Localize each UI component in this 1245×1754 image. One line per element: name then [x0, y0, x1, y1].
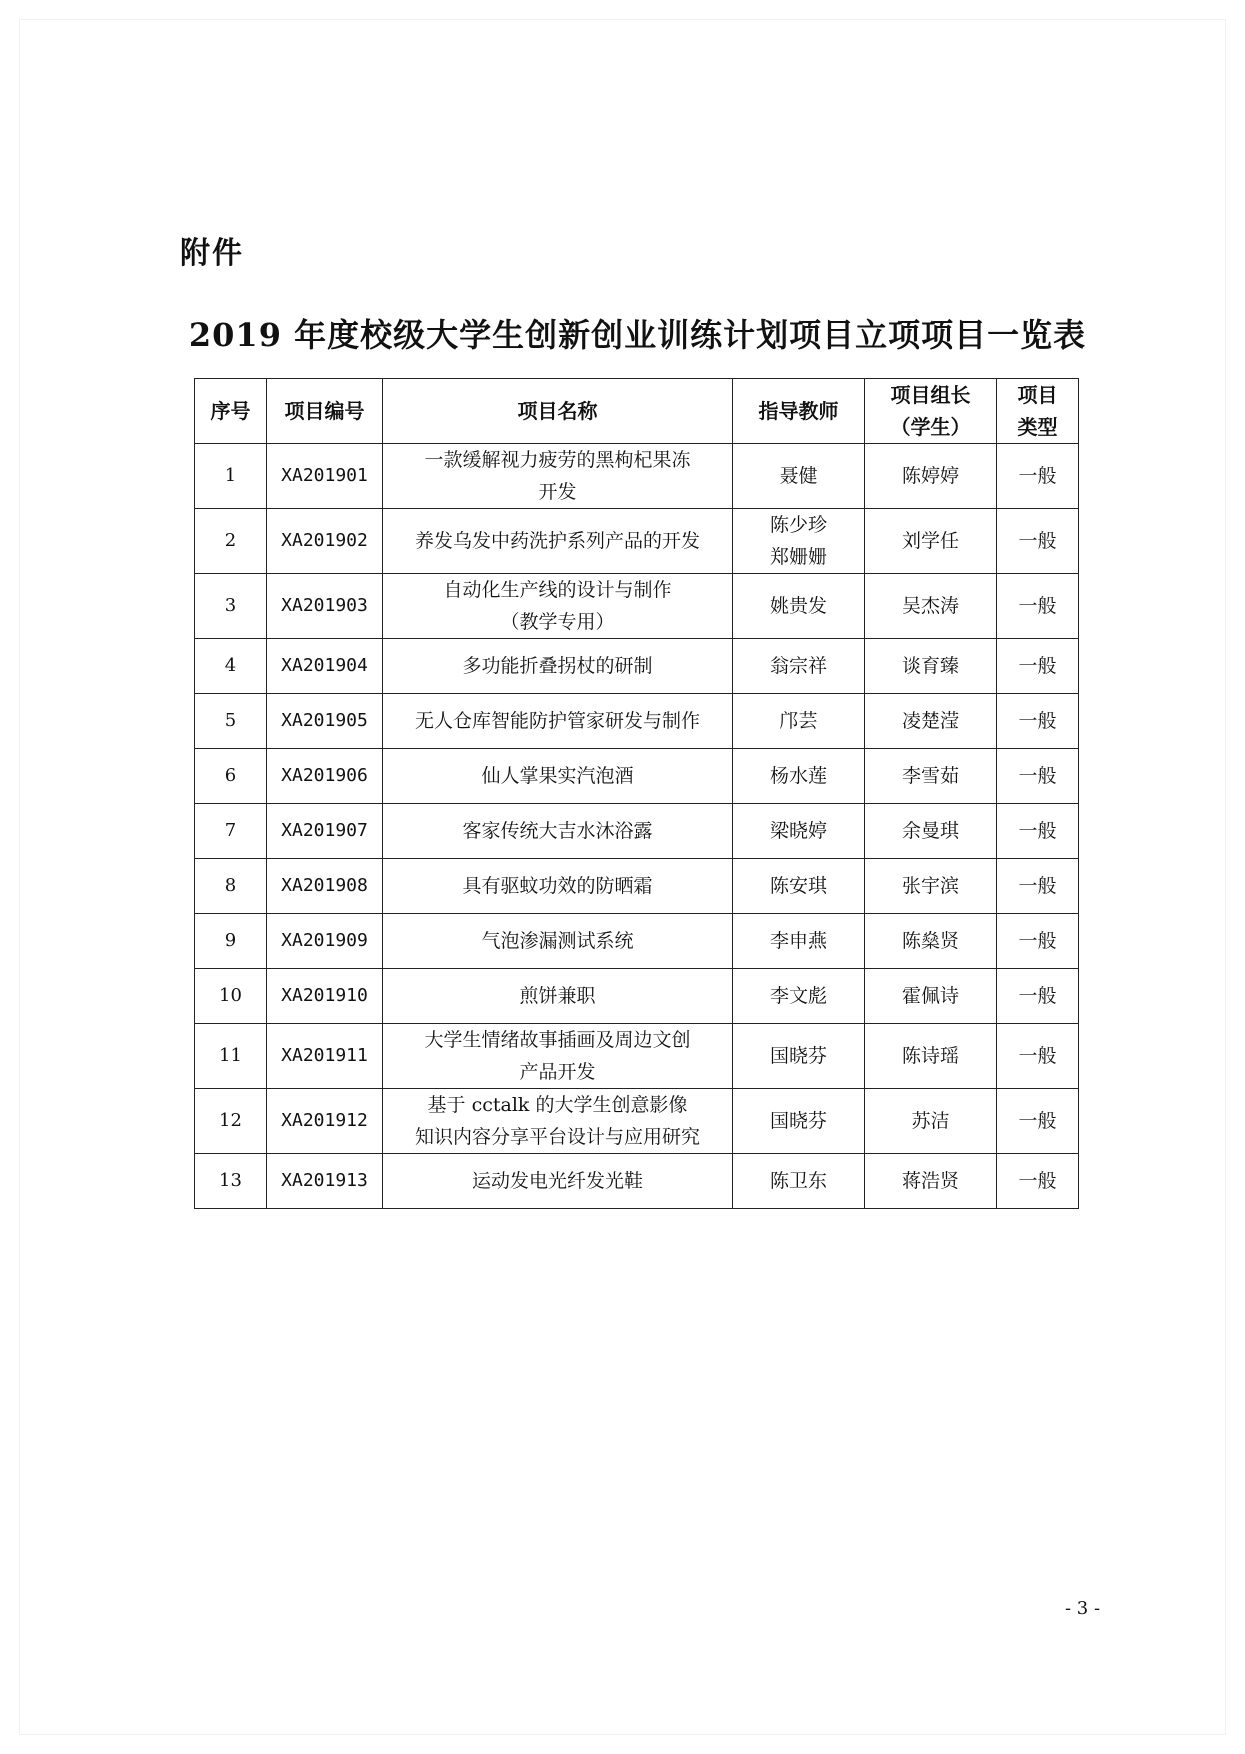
cell-name-line: 养发乌发中药洗护系列产品的开发 — [414, 530, 700, 552]
cell-index: 5 — [195, 694, 267, 749]
project-table — [194, 378, 1079, 1209]
cell-type: 一般 — [997, 749, 1079, 804]
cell-advisor-line: 国晓芬 — [769, 1045, 827, 1067]
cell-code: XA201911 — [267, 1024, 383, 1089]
table-header-row — [195, 379, 1079, 444]
cell-advisor — [733, 509, 865, 574]
table-row — [195, 574, 1079, 639]
header-leader — [865, 379, 997, 444]
cell-advisor-line: 翁宗祥 — [769, 655, 827, 677]
cell-name-line: 一款缓解视力疲劳的黑枸杞果冻 — [424, 449, 691, 471]
cell-index: 4 — [195, 639, 267, 694]
cell-code: XA201905 — [267, 694, 383, 749]
cell-code: XA201904 — [267, 639, 383, 694]
cell-code: XA201906 — [267, 749, 383, 804]
header-leader-line2: （学生） — [890, 415, 971, 439]
header-index: 序号 — [195, 379, 267, 444]
cell-name — [383, 694, 733, 749]
cell-type: 一般 — [997, 694, 1079, 749]
cell-leader: 刘学任 — [865, 509, 997, 574]
cell-leader: 谈育臻 — [865, 639, 997, 694]
cell-index: 13 — [195, 1154, 267, 1209]
cell-advisor-line: 姚贵发 — [769, 595, 827, 617]
cell-code: XA201909 — [267, 914, 383, 969]
cell-type: 一般 — [997, 969, 1079, 1024]
cell-advisor — [733, 969, 865, 1024]
cell-name — [383, 1154, 733, 1209]
header-type-line1: 项目 — [1017, 383, 1058, 407]
cell-code: XA201913 — [267, 1154, 383, 1209]
header-code: 项目编号 — [267, 379, 383, 444]
cell-advisor-line: 郑姗姗 — [769, 546, 827, 568]
cell-advisor — [733, 444, 865, 509]
cell-name-line: 气泡渗漏测试系统 — [481, 930, 634, 952]
cell-index: 2 — [195, 509, 267, 574]
cell-index: 6 — [195, 749, 267, 804]
cell-advisor-line: 聂健 — [779, 465, 818, 487]
table-row — [195, 969, 1079, 1024]
cell-code: XA201912 — [267, 1089, 383, 1154]
cell-leader: 张宇滨 — [865, 859, 997, 914]
cell-advisor-line: 李申燕 — [769, 930, 827, 952]
cell-code: XA201901 — [267, 444, 383, 509]
cell-index: 10 — [195, 969, 267, 1024]
header-advisor: 指导教师 — [733, 379, 865, 444]
cell-name-line: 无人仓库智能防护管家研发与制作 — [414, 710, 700, 732]
cell-name-line: 多功能折叠拐杖的研制 — [462, 655, 653, 677]
cell-name-line: 煎饼兼职 — [519, 985, 596, 1007]
cell-type: 一般 — [997, 574, 1079, 639]
cell-advisor — [733, 639, 865, 694]
cell-advisor-line: 杨水莲 — [769, 765, 827, 787]
table-row — [195, 1089, 1079, 1154]
cell-name — [383, 859, 733, 914]
cell-leader: 苏洁 — [865, 1089, 997, 1154]
cell-index: 9 — [195, 914, 267, 969]
cell-name — [383, 1024, 733, 1089]
cell-code: XA201908 — [267, 859, 383, 914]
cell-leader: 凌楚滢 — [865, 694, 997, 749]
table-row — [195, 444, 1079, 509]
header-type-line2: 类型 — [1017, 415, 1058, 439]
cell-type: 一般 — [997, 859, 1079, 914]
cell-advisor — [733, 1154, 865, 1209]
header-type — [997, 379, 1079, 444]
cell-code: XA201907 — [267, 804, 383, 859]
cell-name-line: 基于 cctalk 的大学生创意影像 — [427, 1094, 688, 1116]
cell-advisor-line: 陈安琪 — [769, 875, 827, 897]
table-row — [195, 914, 1079, 969]
cell-name — [383, 804, 733, 859]
attachment-label: 附件 — [180, 236, 244, 271]
cell-code: XA201903 — [267, 574, 383, 639]
cell-leader: 吴杰涛 — [865, 574, 997, 639]
cell-name-line: 具有驱蚊功效的防晒霜 — [462, 875, 653, 897]
cell-name — [383, 574, 733, 639]
cell-advisor — [733, 859, 865, 914]
cell-name-line: 运动发电光纤发光鞋 — [471, 1170, 643, 1192]
table-row — [195, 694, 1079, 749]
cell-index: 11 — [195, 1024, 267, 1089]
cell-index: 12 — [195, 1089, 267, 1154]
cell-type: 一般 — [997, 1154, 1079, 1209]
cell-advisor — [733, 574, 865, 639]
cell-name-line: 仙人掌果实汽泡酒 — [481, 765, 634, 787]
cell-advisor-line: 国晓芬 — [769, 1110, 827, 1132]
cell-leader: 陈诗瑶 — [865, 1024, 997, 1089]
cell-index: 1 — [195, 444, 267, 509]
header-name: 项目名称 — [383, 379, 733, 444]
table-row — [195, 749, 1079, 804]
cell-type: 一般 — [997, 509, 1079, 574]
cell-name-line: 大学生情绪故事插画及周边文创 — [424, 1029, 691, 1051]
table-row — [195, 1154, 1079, 1209]
cell-advisor — [733, 1024, 865, 1089]
cell-name — [383, 969, 733, 1024]
cell-leader: 陈婷婷 — [865, 444, 997, 509]
table-body — [195, 444, 1079, 1209]
cell-name-line: 产品开发 — [519, 1061, 596, 1083]
cell-type: 一般 — [997, 1089, 1079, 1154]
cell-name — [383, 509, 733, 574]
page-number: - 3 - — [1065, 1598, 1101, 1619]
cell-leader: 蒋浩贤 — [865, 1154, 997, 1209]
cell-index: 8 — [195, 859, 267, 914]
table-row — [195, 509, 1079, 574]
cell-leader: 陈燊贤 — [865, 914, 997, 969]
cell-type: 一般 — [997, 1024, 1079, 1089]
cell-name-line: 客家传统大吉水沐浴露 — [462, 820, 653, 842]
cell-code: XA201902 — [267, 509, 383, 574]
cell-advisor — [733, 694, 865, 749]
cell-type: 一般 — [997, 804, 1079, 859]
cell-name — [383, 914, 733, 969]
cell-type: 一般 — [997, 914, 1079, 969]
cell-name — [383, 749, 733, 804]
cell-advisor-line: 李文彪 — [769, 985, 827, 1007]
cell-name-line: （教学专用） — [500, 611, 615, 633]
cell-name — [383, 1089, 733, 1154]
cell-name-line: 知识内容分享平台设计与应用研究 — [414, 1126, 700, 1148]
table-row — [195, 1024, 1079, 1089]
table-row — [195, 804, 1079, 859]
cell-leader: 李雪茹 — [865, 749, 997, 804]
cell-name-line: 开发 — [538, 481, 577, 503]
cell-leader: 余曼琪 — [865, 804, 997, 859]
cell-code: XA201910 — [267, 969, 383, 1024]
cell-name — [383, 444, 733, 509]
cell-advisor — [733, 804, 865, 859]
cell-advisor — [733, 749, 865, 804]
cell-index: 3 — [195, 574, 267, 639]
cell-name — [383, 639, 733, 694]
header-leader-line1: 项目组长 — [890, 383, 971, 407]
cell-leader: 霍佩诗 — [865, 969, 997, 1024]
cell-advisor-line: 陈卫东 — [769, 1170, 827, 1192]
table-row — [195, 639, 1079, 694]
cell-name-line: 自动化生产线的设计与制作 — [443, 579, 672, 601]
cell-type: 一般 — [997, 444, 1079, 509]
cell-advisor-line: 邝芸 — [779, 710, 818, 732]
cell-advisor — [733, 1089, 865, 1154]
cell-index: 7 — [195, 804, 267, 859]
document-title: 2019 年度校级大学生创新创业训练计划项目立项项目一览表 — [188, 316, 1087, 354]
cell-advisor — [733, 914, 865, 969]
cell-advisor-line: 梁晓婷 — [769, 820, 827, 842]
cell-type: 一般 — [997, 639, 1079, 694]
cell-advisor-line: 陈少珍 — [769, 514, 827, 536]
table-row — [195, 859, 1079, 914]
